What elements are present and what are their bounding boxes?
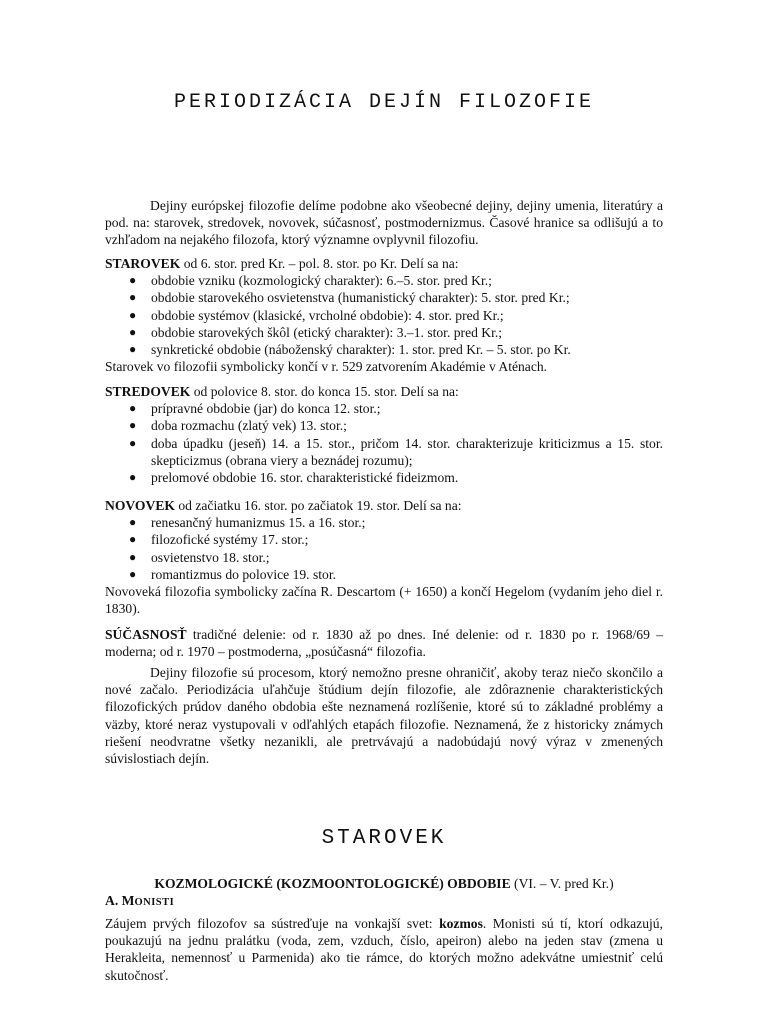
list-item-text: synkretické obdobie (náboženský charakter): 1. stor. pred Kr. – 5. stor. po Kr. [151, 342, 571, 358]
novovek-list [105, 514, 663, 583]
novovek-note: Novoveká filozofia symbolicky začína R. Descartom (+ 1650) a končí Hegelom (vydaním jeho diel r. 1830). [105, 584, 663, 617]
novovek-range: od začiatku 16. stor. po začiatok 19. stor. Delí sa na: [174, 498, 462, 513]
stredovek-list [105, 400, 663, 486]
period-subheading [0, 875, 768, 892]
sucasnost-label: SÚČASNOSŤ [105, 627, 187, 642]
sucasnost-text: tradičné delenie: od r. 1830 až po dnes. Iné delenie: od r. 1830 po r. 1968/69 – moderna; od r. 1970 – postmoderna, „posúčasná“ filozofia. [105, 627, 663, 660]
stredovek-heading [105, 383, 663, 400]
bullet-icon: ● [129, 515, 137, 530]
list-item-text: doba rozmachu (zlatý vek) 13. stor.; [151, 418, 347, 434]
bullet-icon: ● [129, 401, 137, 416]
list-item [105, 469, 663, 486]
starovek-section [105, 255, 663, 375]
bullet-icon: ● [129, 273, 137, 288]
bullet-icon: ● [129, 435, 137, 450]
list-item [105, 400, 663, 417]
list-item-text: osvietenstvo 18. stor.; [151, 549, 270, 565]
novovek-section [105, 497, 663, 617]
monisti-paragraph [105, 915, 663, 984]
monisti-heading-rest: ONISTI [134, 897, 175, 908]
starovek-list [105, 272, 663, 358]
period-subheading-range: (VI. – V. pred Kr.) [510, 876, 614, 891]
period-subheading-bold: KOZMOLOGICKÉ (KOZMOONTOLOGICKÉ) OBDOBIE [154, 876, 511, 891]
document-title: PERIODIZÁCIA DEJÍN FILOZOFIE [173, 91, 595, 114]
starovek-heading [105, 255, 663, 272]
starovek-range: od 6. stor. pred Kr. – pol. 8. stor. po Kr. Delí sa na: [180, 256, 459, 271]
bullet-icon: ● [129, 342, 137, 357]
starovek-note: Starovek vo filozofii symbolicky končí v r. 529 zatvorením Akadémie v Aténach. [105, 359, 548, 375]
stredovek-range: od polovice 8. stor. do konca 15. stor. Delí sa na: [190, 384, 459, 399]
list-item [105, 435, 663, 469]
list-item [105, 289, 663, 306]
monisti-text [105, 915, 663, 984]
section-title-starovek: STAROVEK [321, 827, 447, 850]
monisti-heading [105, 892, 174, 911]
list-item [105, 549, 663, 566]
monisti-text-bold: kozmos [439, 916, 483, 931]
closing-paragraph [105, 664, 663, 767]
list-item-text: prípravné obdobie (jar) do konca 12. stor.; [151, 401, 381, 417]
bullet-icon: ● [129, 418, 137, 433]
list-item [105, 566, 663, 583]
sucasnost-paragraph [105, 626, 663, 660]
list-item [105, 417, 663, 434]
list-item-text: romantizmus do polovice 19. stor. [151, 566, 337, 582]
list-item-text: obdobie vzniku (kozmologický charakter): 6.–5. stor. pred Kr.; [151, 273, 492, 289]
list-item-text: filozofické systémy 17. stor.; [151, 532, 309, 548]
novovek-heading [105, 497, 663, 514]
monisti-heading-prefix: A. M [105, 893, 135, 908]
intro-text: Dejiny európskej filozofie delíme podobne ako všeobecné dejiny, dejiny umenia, literatúry a pod. na: starovek, stredovek, novovek, súčasnosť, postmodernizmus. Časové hranice sa odlišujú a to vzhľadom na nejakého filozofa, ktorý významne ovplyvnil filozofiu. [105, 198, 663, 248]
monisti-text-start: Záujem prvých filozofov sa sústreďuje na vonkajší svet: [105, 916, 440, 931]
starovek-label: STAROVEK [105, 256, 181, 271]
bullet-icon: ● [129, 307, 137, 322]
sucasnost-section [105, 626, 663, 660]
closing-text: Dejiny filozofie sú procesom, ktorý nemožno presne ohraničiť, akoby teraz niečo skončilo a nové začalo. Periodizácia uľahčuje štúdium dejín filozofie, ale zdôraznenie charakteristických filozofických prúdov daného obdobia ešte neznamená rozlíšenie, ktoré sú to základné problémy a väzby, ktoré neraz vystupovali v odľahlých etapách filozofie. Neznamená, že z historicky známych riešení neodvratne všetky nezanikli, ale pretrvávajú a nadobúdajú nový výraz v zmenených súvislostiach dejín. [105, 665, 663, 767]
bullet-icon: ● [129, 566, 137, 581]
bullet-icon: ● [129, 532, 137, 547]
bullet-icon: ● [129, 290, 137, 305]
list-item [105, 514, 663, 531]
list-item [105, 307, 663, 324]
list-item [105, 324, 663, 341]
stredovek-section [105, 383, 663, 486]
list-item [105, 531, 663, 548]
list-item [105, 272, 663, 289]
bullet-icon: ● [129, 324, 137, 339]
intro-paragraph [105, 197, 663, 249]
bullet-icon: ● [129, 549, 137, 564]
list-item-text: obdobie starovekých škôl (etický charakter): 3.–1. stor. pred Kr.; [151, 324, 503, 340]
list-item-text: prelomové obdobie 16. stor. charakteristické fideizmom. [151, 470, 459, 486]
list-item-text: obdobie systémov (klasické, vrcholné obdobie): 4. stor. pred Kr.; [151, 307, 504, 323]
novovek-label: NOVOVEK [105, 498, 175, 513]
monisti-text-end: . Monisti sú tí, ktorí odkazujú, poukazujú na jednu pralátku (voda, zem, vzduch, číslo, apeiron) alebo na jeden stav (zmena u Herakleita, nemennosť u Parmenida) ako tie rámce, do ktorých možno adekvátne umiestniť celú skutočnosť. [105, 916, 663, 983]
list-item-text: renesančný humanizmus 15. a 16. stor.; [151, 515, 366, 531]
list-item-text: obdobie starovekého osvietenstva (humanistický charakter): 5. stor. pred Kr.; [151, 290, 570, 306]
list-item-text: doba úpadku (jeseň) 14. a 15. stor., pričom 14. stor. charakterizuje kriticizmus a 15. stor. skepticizmus (obrana viery a beznádej rozumu); [151, 435, 663, 468]
bullet-icon: ● [129, 470, 137, 485]
list-item [105, 341, 663, 358]
stredovek-label: STREDOVEK [105, 384, 191, 399]
